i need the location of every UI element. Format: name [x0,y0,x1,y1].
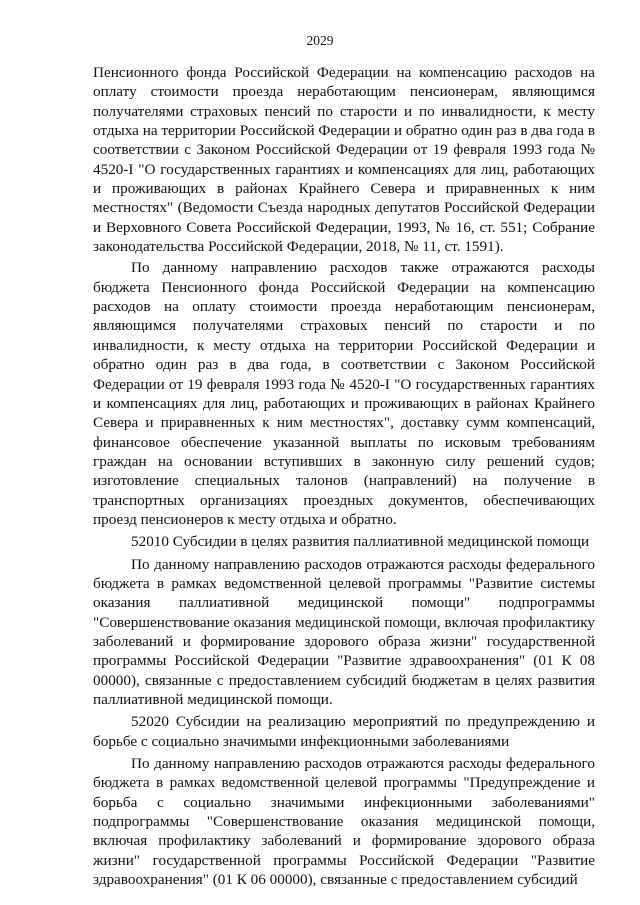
paragraph-body: По данному направлению расходов отражаются расходы федерального бюджета в рамках ведомственной целевой программы "Предупреждение и борьба с социально значимыми инфекционными заболеваниями" подпрограммы "Совершенствование оказания медицинской помощи, включая профилактику заболеваний и формирование здорового образа жизни" государственной программы Российской Федерации "Развитие здравоохранения" (01 К 06 00000), связанные с предоставлением субсидий [93,755,595,889]
section-heading-52010: 52010 Субсидии в целях развития паллиативной медицинской помощи [131,533,590,551]
paragraph-continuation: Пенсионного фонда Российской Федерации на компенсацию расходов на оплату стоимости проезда неработающим пенсионерам, являющимся получателями страховых пенсий по старости и по инвалидности, к месту отдыха на территории Российской Федерации и обратно один раз в два года в соответствии с Законом Российской Федерации от 19 февраля 1993 года № 4520-I "О государственных гарантиях и компенсациях для лиц, работающих и проживающих в районах Крайнего Севера и приравненных к ним местностях" (Ведомости Съезда народных депутатов Российской Федерации и Верховного Совета Российской Федерации, 1993, № 16, ст. 551; Собрание законодательства Российской Федерации, 2018, № 11, ст. 1591). [93,64,595,256]
paragraph-body: По данному направлению расходов также отражаются расходы бюджета Пенсионного фонда Российской Федерации на компенсацию расходов на оплату стоимости проезда неработающим пенсионерам, являющимся получателями страховых пенсий по старости и по инвалидности, к месту отдыха на территории Российской Федерации и обратно один раз в два года, в соответствии с Законом Российской Федерации от 19 февраля 1993 года № 4520-I "О государственных гарантиях и компенсациях для лиц, работающих и проживающих в районах Крайнего Севера и приравненных к ним местностях", доставку сумм компенсаций, финансовое обеспечение указанной выплаты по исковым требованиям граждан на основании вступивших в законную силу решений судов; изготовление специальных талонов (направлений) на получение в транспортных организациях проездных документов, обеспечивающих проезд пенсионеров к месту отдыха и обратно. [93,259,595,528]
document-body [93,63,595,889]
page-number: 2029 [306,33,334,48]
paragraph-body: По данному направлению расходов отражаются расходы федерального бюджета в рамках ведомственной целевой программы "Развитие системы оказания паллиативной медицинской помощи" подпрограммы "Совершенствование оказания медицинской помощи, включая профилактику заболеваний и формирование здорового образа жизни" государственной программы Российской Федерации "Развитие здравоохранения" (01 К 08 00000), связанные с предоставлением субсидий бюджетам в целях развития паллиативной медицинской помощи. [93,555,595,708]
section-heading-52020: 52020 Субсидии на реализацию мероприятий по предупреждению и борьбе с социально значимыми инфекционными заболеваниями [93,713,595,750]
